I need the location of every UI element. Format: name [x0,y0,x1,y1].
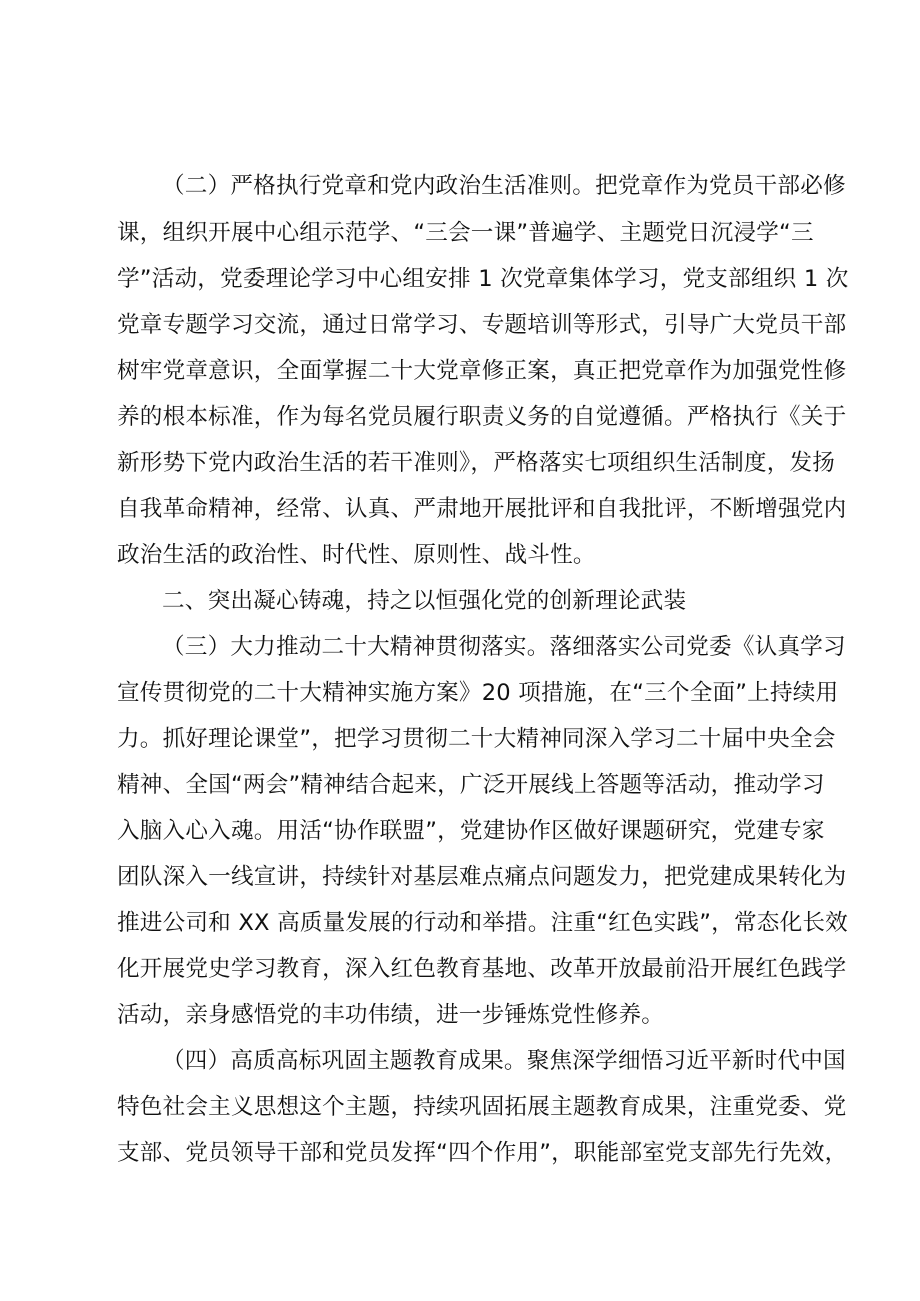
paragraph-2-line-1: （二）严格执行党章和党内政治生活准则。把党章作为党员干部必修 [162,173,846,199]
section-heading-2: 二、突出凝心铸魂，持之以恒强化党的创新理论武装 [162,588,687,614]
paragraph-3-line-3: 力。抓好理论课堂”，把学习贯彻二十大精神同深入学习二十届中央全会 [117,726,836,752]
paragraph-4-line-1: （四）高质高标巩固主题教育成果。聚焦深学细悟习近平新时代中国 [162,1048,846,1074]
paragraph-3-line-2: 宣传贯彻党的二十大精神实施方案》20 项措施，在“三个全面”上持续用 [117,680,839,706]
paragraph-3-line-6: 团队深入一线宣讲，持续针对基层难点痛点问题发力，把党建成果转化为 [117,864,847,890]
paragraph-3-line-5: 入脑入心入魂。用活“协作联盟”，党建协作区做好课题研究，党建专家 [117,818,825,844]
paragraph-2-line-9: 政治生活的政治性、时代性、原则性、战斗性。 [117,542,596,568]
paragraph-2-line-6: 养的根本标准，作为每名党员履行职责义务的自觉遵循。严格执行《关于 [117,404,847,430]
paragraph-2-line-2: 课，组织开展中心组示范学、“三会一课”普遍学、主题党日沉浸学“三 [117,220,814,246]
paragraph-3-line-4: 精神、全国“两会”精神结合起来，广泛开展线上答题等活动，推动学习 [117,772,825,798]
paragraph-3-line-1: （三）大力推动二十大精神贯彻落实。落细落实公司党委《认真学习 [162,634,846,660]
paragraph-2-line-3: 学”活动，党委理论学习中心组安排 1 次党章集体学习，党支部组织 1 次 [117,266,849,292]
paragraph-2-line-8: 自我革命精神，经常、认真、严肃地开展批评和自我批评，不断增强党内 [117,496,847,522]
paragraph-2-line-4: 党章专题学习交流，通过日常学习、专题培训等形式，引导广大党员干部 [117,312,847,338]
paragraph-2-line-5: 树牢党章意识，全面掌握二十大党章修正案，真正把党章作为加强党性修 [117,358,847,384]
paragraph-2-line-7: 新形势下党内政治生活的若干准则》，严格落实七项组织生活制度，发扬 [117,450,836,476]
paragraph-3-line-9: 活动，亲身感悟党的丰功伟绩，进一步锤炼党性修养。 [117,1002,665,1028]
paragraph-4-line-2: 特色社会主义思想这个主题，持续巩固拓展主题教育成果，注重党委、党 [117,1094,847,1120]
paragraph-4-line-3: 支部、党员领导干部和党员发挥“四个作用”，职能部室党支部先行先效， [117,1140,848,1166]
paragraph-3-line-7: 推进公司和 XX 高质量发展的行动和举措。注重“红色实践”，常态化长效 [117,910,848,936]
paragraph-3-line-8: 化开展党史学习教育，深入红色教育基地、改革开放最前沿开展红色践学 [117,956,847,982]
